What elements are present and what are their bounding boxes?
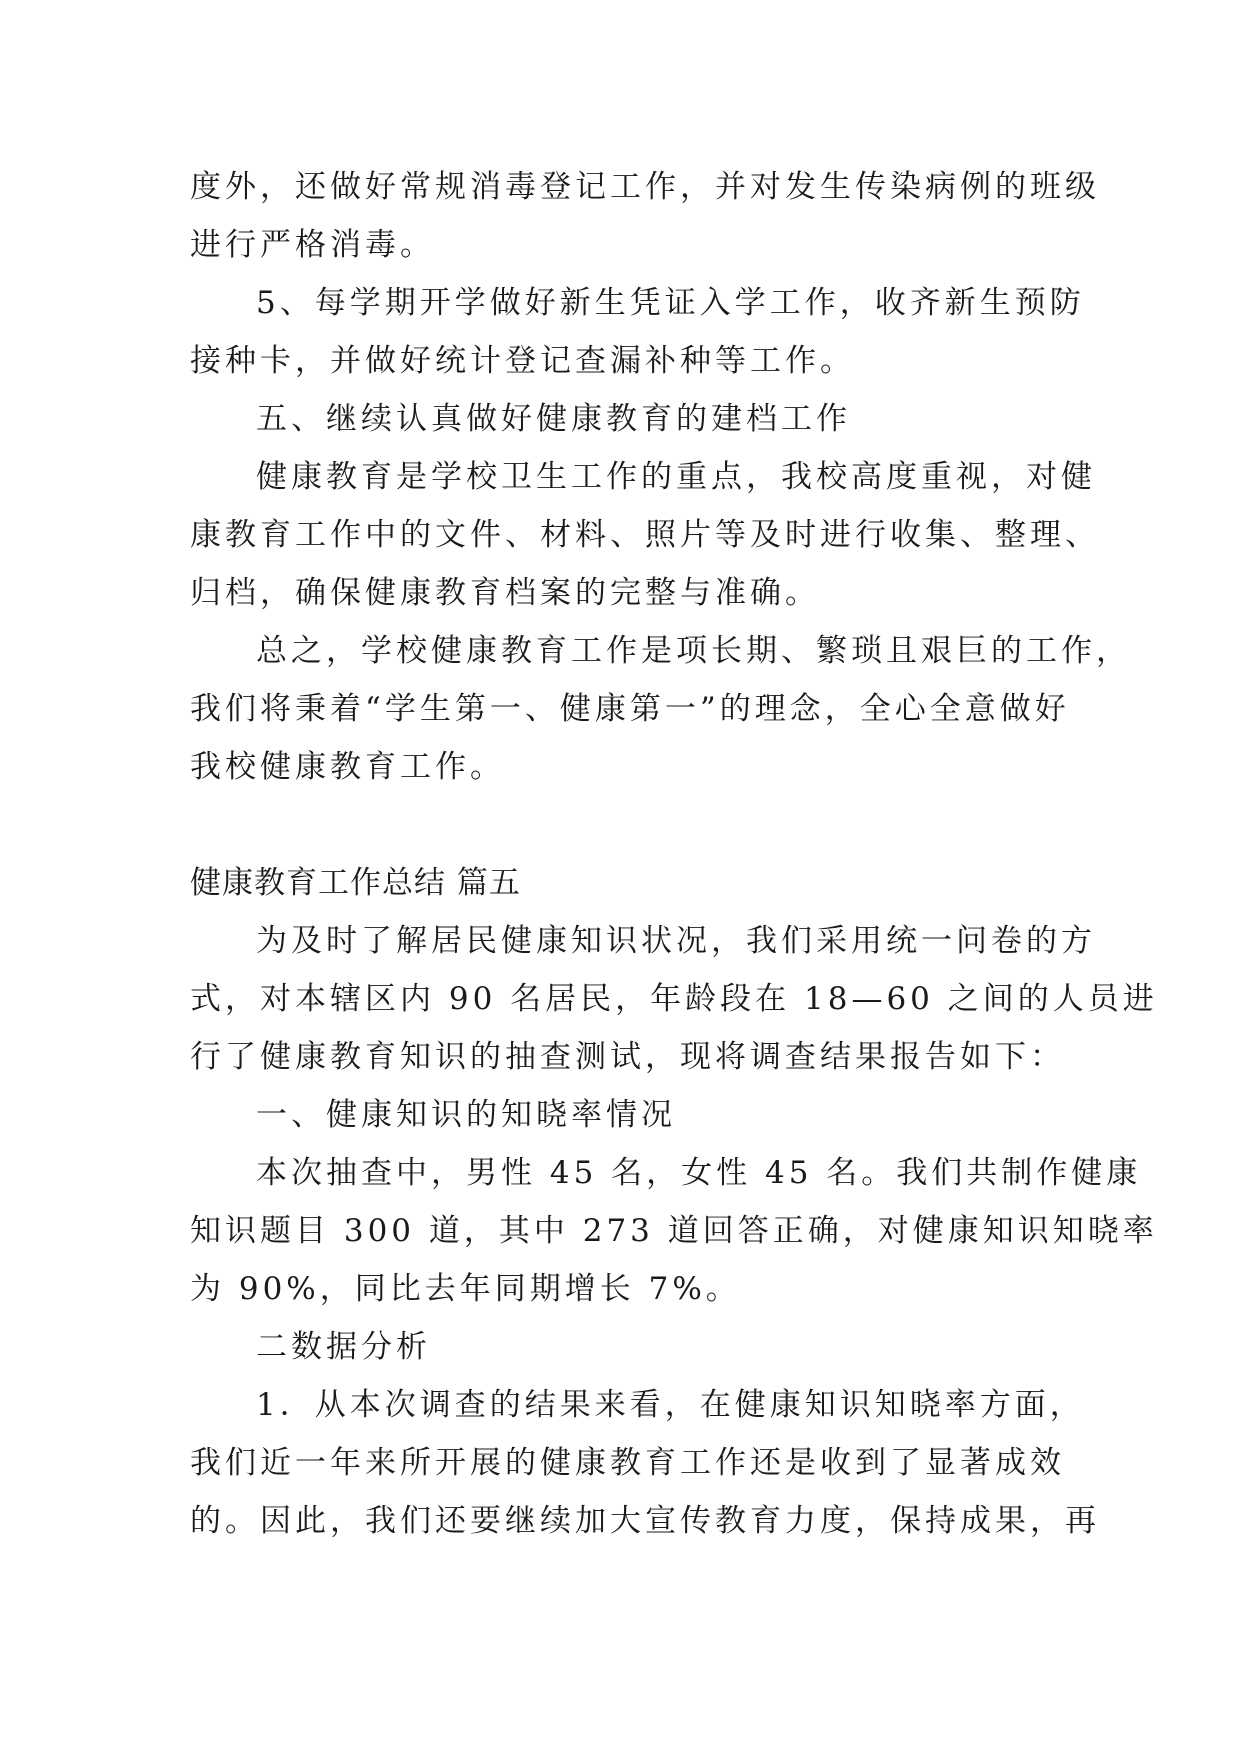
text-line: 行了健康教育知识的抽查测试，现将调查结果报告如下：: [190, 1039, 1065, 1075]
top-paragraphs: [190, 158, 1131, 796]
document-body: [190, 158, 1158, 1550]
text-line: 知识题目 300 道，其中 273 道回答正确，对健康知识知晓率: [190, 1213, 1158, 1249]
text-line: 进行严格消毒。: [190, 227, 435, 263]
text-line: 康教育工作中的文件、材料、照片等及时进行收集、整理、: [190, 517, 1100, 553]
text-line: 我校健康教育工作。: [190, 749, 505, 785]
text-line: 我们近一年来所开展的健康教育工作还是收到了显著成效: [190, 1445, 1065, 1481]
text-line: 接种卡，并做好统计登记查漏补种等工作。: [190, 343, 855, 379]
text-line: 健康教育是学校卫生工作的重点，我校高度重视，对健: [256, 459, 1096, 495]
text-line: 1．从本次调查的结果来看，在健康知识知晓率方面，: [256, 1387, 1085, 1423]
bottom-paragraphs: [190, 912, 1158, 1550]
text-line: 为 90%，同比去年同期增长 7%。: [190, 1271, 741, 1307]
text-line: 度外，还做好常规消毒登记工作，并对发生传染病例的班级: [190, 169, 1100, 205]
text-line: 为及时了解居民健康知识状况，我们采用统一问卷的方: [256, 923, 1096, 959]
text-line: 二数据分析: [256, 1329, 431, 1365]
text-line: 一、健康知识的知晓率情况: [256, 1097, 676, 1133]
text-line: 的。因此，我们还要继续加大宣传教育力度，保持成果，再: [190, 1503, 1100, 1539]
text-line: 式，对本辖区内 90 名居民，年龄段在 18—60 之间的人员进: [190, 981, 1158, 1017]
section-heading: 健康教育工作总结 篇五: [190, 865, 521, 901]
text-line: 本次抽查中，男性 45 名，女性 45 名。我们共制作健康: [256, 1155, 1142, 1191]
section-gap: [190, 796, 1070, 854]
text-line: 五、继续认真做好健康教育的建档工作: [256, 401, 851, 437]
text-line: 总之，学校健康教育工作是项长期、繁琐且艰巨的工作，: [256, 633, 1131, 669]
text-line: 5、每学期开学做好新生凭证入学工作，收齐新生预防: [256, 285, 1085, 321]
text-line: 归档，确保健康教育档案的完整与准确。: [190, 575, 820, 611]
text-line: 我们将秉着“学生第一、健康第一”的理念，全心全意做好: [190, 691, 1070, 727]
